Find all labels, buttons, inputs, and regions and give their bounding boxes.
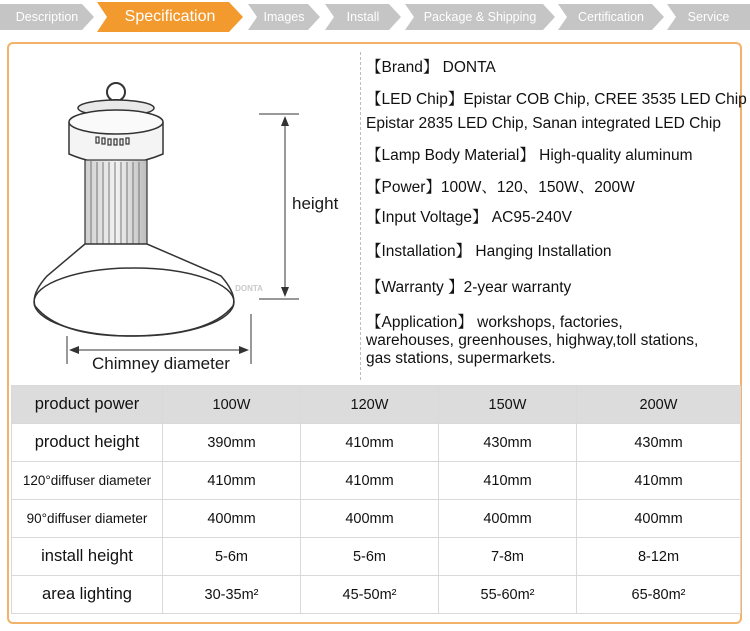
table-row <box>12 576 741 614</box>
table-cell: 410mm <box>163 462 301 500</box>
table-cell: 5-6m <box>163 538 301 576</box>
tab-specification[interactable] <box>97 2 243 32</box>
tab-label: Package & Shipping <box>423 10 537 24</box>
table-row-label: product power <box>12 386 163 424</box>
table-cell: 400mm <box>163 500 301 538</box>
table-cell: 400mm <box>577 500 741 538</box>
tab-label: Description <box>15 10 79 24</box>
tab-label: Service <box>687 10 730 24</box>
table-row-label: install height <box>12 538 163 576</box>
table-cell: 7-8m <box>439 538 577 576</box>
table-header-row <box>12 386 741 424</box>
tab-label: Certification <box>578 10 644 24</box>
tab-package-shipping[interactable] <box>405 4 555 30</box>
table-cell: 400mm <box>301 500 439 538</box>
table-cell: 65-80m² <box>577 576 741 614</box>
product-illustration <box>9 44 361 384</box>
spec-lamp-body-material: 【Lamp Body Material】 High-quality aluminum <box>366 147 693 164</box>
svg-text:DONTA: DONTA <box>235 284 263 293</box>
table-cell: 55-60m² <box>439 576 577 614</box>
table-cell: 410mm <box>301 424 439 462</box>
spec-led-chip: 【LED Chip】Epistar COB Chip, CREE 3535 LED Chip <box>366 91 747 108</box>
table-cell: 150W <box>439 386 577 424</box>
table-cell: 430mm <box>577 424 741 462</box>
spec-led-chip-cont: Epistar 2835 LED Chip, Sanan integrated LED Chip <box>366 115 721 132</box>
table-row <box>12 462 741 500</box>
tab-description[interactable] <box>0 4 94 30</box>
spec-input-voltage: 【Input Voltage】 AC95-240V <box>366 209 572 226</box>
specification-panel <box>7 42 747 624</box>
tab-label: Images <box>263 10 305 24</box>
table-cell: 45-50m² <box>301 576 439 614</box>
table-cell: 400mm <box>439 500 577 538</box>
table-cell: 410mm <box>301 462 439 500</box>
table-cell: 5-6m <box>301 538 439 576</box>
table-row <box>12 500 741 538</box>
spec-application-cont2: gas stations, supermarkets. <box>366 350 556 367</box>
tab-bar <box>0 4 750 30</box>
table-cell: 390mm <box>163 424 301 462</box>
table-row-label: 90°diffuser diameter <box>12 500 163 538</box>
table-row-label: product height <box>12 424 163 462</box>
tab-label: Specification <box>124 8 216 25</box>
table-cell: 120W <box>301 386 439 424</box>
table-cell: 410mm <box>439 462 577 500</box>
tab-certification[interactable] <box>558 4 664 30</box>
spec-application-cont: warehouses, greenhouses, highway,toll stations, <box>366 332 699 349</box>
table-row-label: area lighting <box>12 576 163 614</box>
tab-service[interactable] <box>667 4 750 30</box>
table-row-label: 120°diffuser diameter <box>12 462 163 500</box>
spec-installation: 【Installation】 Hanging Installation <box>366 243 612 260</box>
table-row <box>12 424 741 462</box>
tab-install[interactable] <box>325 4 401 30</box>
spec-warranty: 【Warranty 】2-year warranty <box>366 279 572 296</box>
table-cell: 30-35m² <box>163 576 301 614</box>
tab-label: Install <box>346 10 380 24</box>
spec-table <box>11 385 741 614</box>
table-cell: 200W <box>577 386 741 424</box>
spec-power: 【Power】100W、120、150W、200W <box>366 179 635 196</box>
vertical-divider <box>360 52 361 380</box>
table-cell: 410mm <box>577 462 741 500</box>
spec-brand: 【Brand】 DONTA <box>366 59 496 76</box>
table-row <box>12 538 741 576</box>
table-cell: 100W <box>163 386 301 424</box>
chimney-diameter-label: Chimney diameter <box>92 354 230 373</box>
table-cell: 8-12m <box>577 538 741 576</box>
height-label: height <box>292 194 339 213</box>
spec-application: 【Application】 workshops, factories, <box>366 314 623 331</box>
highbay-lamp-drawing <box>9 44 361 384</box>
tab-images[interactable] <box>248 4 320 30</box>
table-cell: 430mm <box>439 424 577 462</box>
